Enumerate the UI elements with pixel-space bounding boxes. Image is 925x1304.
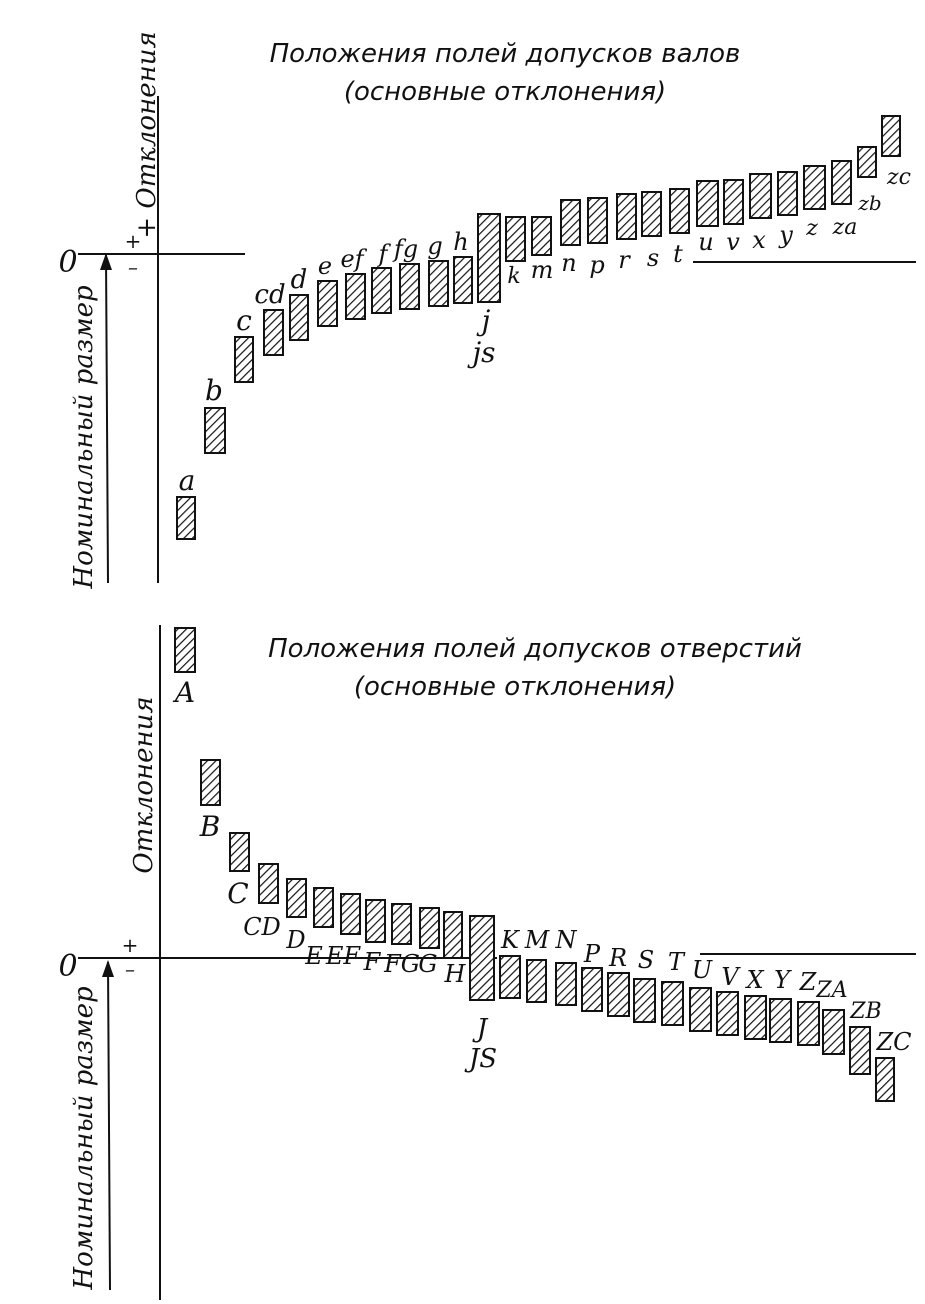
holes-field-label-za: ZA [816,978,848,1003]
shafts-size-arrow-line [106,255,108,583]
shafts-field-ef [346,274,365,319]
holes-field-r [608,973,629,1016]
shafts-field-zc [882,116,900,156]
holes-panel [58,625,916,1300]
holes-field-v [717,992,738,1035]
holes-field-label-z: Z [799,968,817,996]
shafts-field-zb [858,147,876,177]
holes-field-a [175,628,195,672]
shafts-field-label-n: n [561,249,577,277]
holes-field-k [500,956,520,998]
holes-field-label-g: G [418,950,438,978]
holes-field-ef [341,894,360,934]
holes-field-label-n: N [555,926,577,954]
holes-field-zb [850,1027,870,1074]
holes-field-m [527,960,546,1002]
shafts-field-m [532,217,551,255]
shafts-field-label-zb: zb [858,191,882,215]
shafts-field-label-y: y [779,221,793,249]
shafts-field-label-f: f [378,240,388,268]
holes-deviation-axis-label: Отклонения [129,696,159,874]
holes-field-e [314,888,333,927]
holes-size-arrowhead [102,960,114,977]
holes-size-arrow-line [108,962,110,1290]
shafts-field-label-d: d [290,265,308,295]
shafts-field-v [724,180,743,224]
holes-field-label-fg: FG [384,950,420,978]
shafts-field-s [642,192,661,236]
holes-field-label-x: X [746,966,764,994]
shafts-field-label-x: x [752,226,766,254]
shafts-field-label-zc: zc [887,165,911,190]
holes-field-label-cd: CD [243,913,281,941]
shafts-field-f [372,268,391,313]
holes-zero-label: 0 [58,949,78,984]
shafts-size-arrowhead [100,253,112,270]
holes-field-t [662,982,683,1025]
shafts-field-label-b: b [205,374,223,407]
shafts-field-n [561,200,580,245]
holes-field-b [201,760,220,805]
holes-field-label-zc: ZC [876,1028,912,1056]
holes-field-d [287,879,306,917]
shafts-field-fg [400,264,419,309]
shafts-field-label-s: s [646,244,660,272]
shafts-field-p [588,198,607,243]
shafts-field-label-t: t [673,240,683,268]
holes-field-label-y: Y [774,966,790,994]
shafts-panel [58,31,916,589]
shafts-zero-label: 0 [58,245,78,280]
shafts-field-b [205,408,225,453]
holes-field-label-v: V [721,963,739,991]
holes-field-c [230,833,249,871]
shafts-fields-group [177,116,911,539]
holes-field-label-h: H [444,960,466,988]
holes-field-g [420,908,439,948]
shafts-field-label-ef: ef [340,245,364,273]
holes-field-label-u: U [691,956,713,984]
shafts-field-t [670,189,689,233]
shafts-field-za [832,161,851,204]
shafts-field-j [478,214,500,302]
shafts-field-label-r: r [618,246,630,274]
shafts-field-label-z: z [806,216,818,241]
holes-field-zc [876,1058,894,1101]
shafts-field-label-k: k [507,264,521,289]
holes-field-label-a: A [174,676,196,709]
shafts-field-x [750,174,771,218]
holes-field-h [444,912,462,958]
shafts-field-label-p: p [589,251,605,279]
shafts-plus-sign: + [124,229,142,253]
holes-field-label-p: P [583,940,601,968]
shafts-field-label-u: u [698,228,714,256]
holes-field-x [745,996,766,1039]
shafts-field-label-m: m [530,256,554,284]
holes-field-label-zb: ZB [850,999,882,1024]
shafts-field-c [235,337,253,382]
holes-field-label-f: F [363,948,381,976]
shafts-field-label-v: v [726,228,740,256]
holes-field-label-j: J [476,1014,488,1044]
holes-plus-sign: + [121,933,139,957]
shafts-field-k [506,217,525,261]
shafts-field-label-fg: fg [393,235,419,263]
shafts-field-label-e: e [317,252,333,280]
holes-field-z [798,1002,819,1045]
shafts-field-label-h: h [453,228,469,256]
shafts-field-label-js: js [472,336,496,369]
holes-field-label-js: JS [468,1044,498,1074]
holes-field-label-k: K [501,926,519,954]
shafts-field-d [290,295,308,340]
shafts-minus-sign: – [128,255,138,279]
holes-field-label-c: C [227,877,249,910]
holes-minus-sign: – [125,957,135,981]
holes-field-label-t: T [667,948,685,976]
holes-field-j [470,916,494,1000]
holes-title-line2: (основные отклонения) [353,672,677,702]
holes-field-f [366,900,385,942]
holes-field-label-ef: EF [325,942,361,970]
shafts-field-r [617,194,636,239]
holes-field-label-b: B [199,810,221,843]
shafts-field-e [318,281,337,326]
holes-field-s [634,979,655,1022]
holes-field-y [770,999,791,1042]
holes-field-label-e: E [305,942,323,970]
shafts-deviation-axis-label: + Отклонения [132,31,162,239]
holes-title-line1: Положения полей допусков отверстий [268,634,802,664]
shafts-field-label-g: g [427,232,443,260]
shafts-field-u [697,181,718,226]
shafts-title-line2: (основные отклонения) [343,77,667,107]
holes-field-label-m: M [524,926,550,954]
shafts-field-label-za: za [832,215,858,240]
shafts-field-cd [264,310,283,355]
holes-field-n [556,963,576,1005]
holes-field-p [582,968,602,1011]
holes-field-u [690,988,711,1031]
shafts-field-label-a: a [178,464,196,497]
shafts-field-h [454,257,472,303]
shafts-field-label-j: j [481,304,491,337]
holes-field-cd [259,864,278,903]
shafts-nominal-size-label: Номинальный размер [69,285,99,589]
holes-field-za [823,1010,844,1054]
holes-nominal-size-label: Номинальный размер [69,986,99,1290]
shafts-field-a [177,497,195,539]
holes-field-label-r: R [608,944,628,972]
shafts-field-label-cd: cd [254,280,286,310]
shafts-field-g [429,261,448,306]
shafts-field-label-c: c [236,304,252,337]
holes-field-label-d: D [286,926,306,954]
shafts-field-y [778,172,797,215]
shafts-field-z [804,166,825,209]
holes-field-fg [392,904,411,944]
shafts-title-line1: Положения полей допусков валов [269,39,741,69]
holes-field-label-s: S [637,946,655,974]
